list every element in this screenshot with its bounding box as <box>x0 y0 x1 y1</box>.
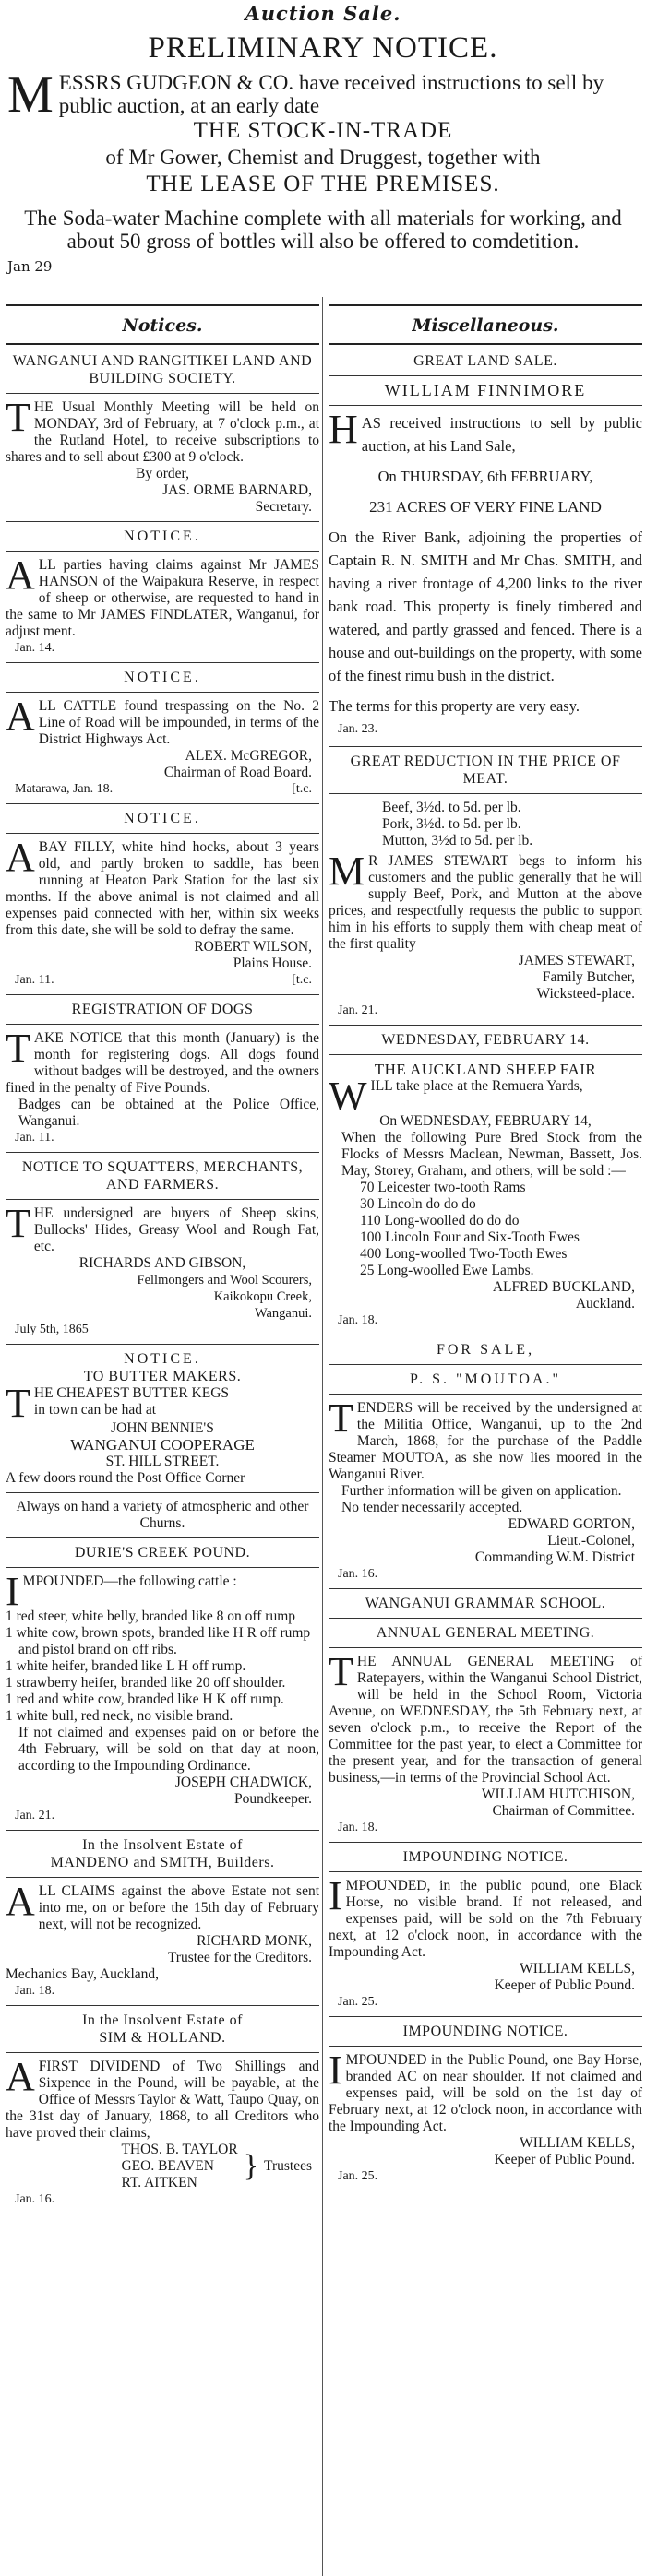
ad-line: AS received instructions to sell by public auction, at his Land Sale, <box>361 414 642 455</box>
ad-signature: JOSEPH CHADWICK, <box>174 1775 312 1790</box>
ad-heading: In the Insolvent Estate of <box>82 2012 243 2028</box>
ad-body: BAY FILLY, white hind hocks, about 3 years old, and partly broken to saddle, has been running at Heaton Park Station for the last six months. If the above animal is not claimed and all expenses paid connected with her, within six weeks from this date, she will be sold to defray the same. <box>6 839 319 938</box>
ad-land-society <box>6 352 319 516</box>
drop-cap: I <box>329 2048 342 2093</box>
drop-cap: I <box>6 1569 19 1614</box>
ad-always: Always on hand a variety of atmospheric and other Churns. <box>16 1499 309 1531</box>
ad-title: WANGANUI AND RANGITIKEI LAND AND BUILDING SOCIETY. <box>12 353 313 386</box>
ad-signature: WILLIAM KELLS, <box>520 2135 635 2151</box>
preliminary-soda: The Soda-water Machine complete with all materials for working, and about 50 gross of bottles will also be offered to comdetition. <box>24 207 622 253</box>
list-item: 1 white cow, brown spots, branded like H R off rump and pistol brand on off ribs. <box>6 1625 311 1657</box>
ad-signature: ALEX. McGREGOR, <box>185 748 312 764</box>
ad-role: Chairman of Road Board. <box>163 765 312 780</box>
ad-date: Jan. 18. <box>338 1821 378 1834</box>
ad-signature: JAMES STEWART, <box>518 953 635 968</box>
divider <box>6 1344 319 1345</box>
ad-dogs <box>6 1001 319 1146</box>
list-item: 1 white bull, red neck, no visible brand. <box>6 1708 233 1724</box>
divider <box>6 304 319 306</box>
ad-impounding-1 <box>329 1848 642 2011</box>
ad-place: Auckland. <box>575 1296 635 1312</box>
divider <box>329 1647 642 1648</box>
ad-title: REGISTRATION OF DOGS <box>71 1002 254 1017</box>
ad-date: Jan. 21. <box>338 1003 378 1017</box>
divider <box>329 1054 642 1055</box>
drop-cap: T <box>6 1381 30 1426</box>
preliminary-title: PRELIMINARY NOTICE. <box>148 31 498 65</box>
left-column <box>6 301 319 2212</box>
ad-date: July 5th, 1865 <box>15 1323 89 1336</box>
ad-signature: EDWARD GORTON, <box>508 1516 635 1532</box>
ad-role: Family Butcher, <box>542 969 635 985</box>
drop-cap: A <box>6 694 35 739</box>
list-item: 30 Lincoln do do do <box>360 1196 476 1212</box>
ad-line: in town can be had at <box>33 1402 157 1418</box>
divider <box>329 1394 642 1395</box>
ad-title: NOTICE. <box>124 528 201 544</box>
ad-title: NOTICE TO SQUATTERS, MERCHANTS, AND FARMERS. <box>21 1159 304 1193</box>
ad-body: R JAMES STEWART begs to inform his customers and the public generally that he will supply Beef, Pork, and Mutton at the above prices, and respectfully requests the public to support him in his efforts to supply them with cheap meat of the first quality <box>329 853 642 952</box>
divider <box>6 2005 319 2006</box>
ad-day: WEDNESDAY, FEBRUARY 14. <box>381 1032 590 1048</box>
ad-date: Jan. 11. <box>15 1131 54 1145</box>
drop-cap: T <box>329 1395 353 1441</box>
ad-title: THE AUCKLAND SHEEP FAIR <box>374 1061 597 1078</box>
drop-cap: A <box>6 2054 35 2099</box>
ad-title: IMPOUNDING NOTICE. <box>402 1849 568 1865</box>
drop-cap: A <box>6 1879 35 1924</box>
ad-date: Jan. 16. <box>15 2192 55 2206</box>
divider <box>329 1871 642 1872</box>
trustee-name: GEO. BEAVEN <box>121 2158 214 2174</box>
ad-acres: 231 ACRES OF VERY FINE LAND <box>369 498 602 516</box>
ad-date: Jan. 25. <box>338 2169 378 2183</box>
ad-body: LL parties having claims against Mr JAMES HANSON of the Waipakura Reserve, in respect of sheep or otherwise, are requested to hand in the same to Mr JAMES FINDLATER, Wanganui, for adjust ment. <box>6 557 319 639</box>
ad-body: HE ANNUAL GENERAL MEETING of Ratepayers, within the Wanganui School District, will be held in the School Room, Victoria Avenue, on WEDNESDAY, the 5th February next, at seven o'clock p.m., to receive the Report of the Committee for the past year, to elect a Committee for the present year, and for the transaction of general business,—in terms of the Provincial School Act. <box>329 1654 642 1786</box>
drop-cap: T <box>329 1649 353 1694</box>
ad-date: Jan. 21. <box>15 1809 55 1822</box>
ad-body: LL CATTLE found trespassing on the No. 2 Line of Road will be impounded, in terms of the District Highways Act. <box>38 698 319 747</box>
divider <box>6 2052 319 2053</box>
list-item: 1 white heifer, branded like L H off rump. <box>6 1658 246 1674</box>
ad-shop: WANGANUI COOPERAGE <box>70 1436 255 1454</box>
ad-body: MPOUNDED, in the public pound, one Black Horse, no visible brand. If not released, and expenses paid, will be sold on the 7th February next, at 12 o'clock noon, in accordance with the Impounding Act. <box>329 1878 642 1960</box>
ad-signature: RICHARDS AND GIBSON, <box>78 1255 246 1271</box>
miscellaneous-header: Miscellaneous. <box>412 315 559 336</box>
divider <box>329 375 642 376</box>
drop-cap: M <box>329 849 365 894</box>
divider <box>329 405 642 406</box>
ad-body: MPOUNDED in the Public Pound, one Bay Horse, branded AC on near shoulder. If not claimed and expenses paid, will be sold on the 1st day of February next, at 12 o'clock noon, in accordance with the Impounding Act. <box>329 2052 642 2134</box>
ad-body: ENDERS will be received by the undersigned at the Militia Office, Wanganui, up to the 2nd March, 1868, for the purchase of the Paddle Steamer MOUTOA, as she now lies moored in the Wanganui River. <box>329 1400 642 1482</box>
ad-signature: JAS. ORME BARNARD, <box>162 482 312 498</box>
price-mutton: Mutton, 3½d to 5d. per lb. <box>382 833 533 849</box>
ad-place-date: Matarawa, Jan. 18. <box>15 782 114 796</box>
right-column <box>329 301 642 2189</box>
ad-title: FOR SALE, <box>436 1342 535 1358</box>
ad-body: HE undersigned are buyers of Sheep skins, Bullocks' Hides, Greasy Wool and Rough Fat, etc. <box>33 1205 319 1254</box>
divider <box>6 1537 319 1538</box>
ad-moutoa <box>329 1341 642 1583</box>
ad-role: Secretary. <box>255 499 312 515</box>
ad-title: NOTICE. <box>124 670 201 685</box>
divider <box>6 1024 319 1025</box>
ad-impounding-2 <box>329 2023 642 2185</box>
divider <box>6 1492 319 1493</box>
list-item: 1 red steer, white belly, branded like 8 on off rump <box>6 1609 296 1624</box>
ad-street: ST. HILL STREET. <box>105 1454 220 1469</box>
ad-heading: In the Insolvent Estate of <box>82 1837 243 1853</box>
divider <box>6 833 319 834</box>
ad-tender: No tender necessarily accepted. <box>341 1500 523 1515</box>
brace-icon: } <box>243 2149 259 2183</box>
ad-subtitle: ANNUAL GENERAL MEETING. <box>376 1625 595 1641</box>
notices-header: Notices. <box>122 315 203 336</box>
divider <box>6 343 319 345</box>
divider <box>6 1152 319 1153</box>
preliminary-lease: THE LEASE OF THE PREMISES. <box>146 172 500 196</box>
ad-line: Wanganui. <box>254 1306 312 1321</box>
ad-signature: RICHARD MONK, <box>197 1933 312 1949</box>
ad-on: On WEDNESDAY, FEBRUARY 14, <box>379 1113 592 1129</box>
ad-holland <box>6 2012 319 2208</box>
ad-title: WANGANUI GRAMMAR SCHOOL. <box>365 1596 606 1611</box>
ad-land-sale <box>329 352 642 741</box>
price-pork: Pork, 3½d. to 5d. per lb. <box>382 816 521 832</box>
divider <box>6 662 319 663</box>
divider <box>329 1618 642 1619</box>
divider <box>6 692 319 693</box>
divider <box>6 551 319 552</box>
impounded-list <box>6 1609 319 1725</box>
drop-cap: A <box>6 835 35 880</box>
price-beef: Beef, 3½d. to 5d. per lb. <box>382 800 521 815</box>
divider <box>329 343 642 345</box>
ad-role: Lieut.-Colonel, <box>547 1533 635 1549</box>
drop-cap: W <box>329 1074 367 1119</box>
ad-date-line: On THURSDAY, 6th FEBRUARY, <box>377 468 593 485</box>
ad-code: [t.c. <box>292 782 312 796</box>
ad-role: Keeper of Public Pound. <box>494 1977 635 1993</box>
ad-title: NOTICE. <box>124 1351 201 1367</box>
ad-date: Jan. 18. <box>338 1313 378 1327</box>
ad-date: Jan. 18. <box>15 1984 55 1998</box>
ad-body: HE Usual Monthly Meeting will be held on MONDAY, 3rd of February, at 7 o'clock p.m., at the Rutland Hotel, to receive subscriptions to shares and to sell about £300 at 9 o'clock. <box>6 399 319 465</box>
ad-command: Commanding W.M. District <box>474 1549 635 1565</box>
divider <box>329 1025 642 1026</box>
ad-ship: P. S. "MOUTOA." <box>409 1371 561 1387</box>
divider <box>329 304 642 306</box>
list-item: 100 Lincoln Four and Six-Tooth Ewes <box>360 1229 580 1245</box>
ad-body: When the following Pure Bred Stock from the Flocks of Messrs Maclean, Newman, Bassett, Jos. May, Storey, Graham, and others, will be sold :— <box>341 1130 642 1179</box>
divider <box>6 393 319 394</box>
divider <box>329 1588 642 1589</box>
ad-terms: The terms for this property are very easy. <box>329 697 580 715</box>
ad-hanson <box>6 528 319 657</box>
divider <box>329 2046 642 2047</box>
ad-title: GREAT LAND SALE. <box>413 353 557 369</box>
ad-line: Kaikokopu Creek, <box>213 1289 312 1304</box>
ad-meat <box>329 753 642 1019</box>
ad-date: Jan. 23. <box>338 722 378 736</box>
drop-cap: T <box>6 1026 30 1071</box>
trustee-name: THOS. B. TAYLOR <box>121 2142 238 2157</box>
ad-role: Keeper of Public Pound. <box>494 2152 635 2167</box>
ad-date: Jan. 16. <box>338 1567 378 1581</box>
ad-line: ILL take place at the Remuera Yards, <box>370 1078 583 1094</box>
divider <box>6 803 319 804</box>
ad-butter <box>6 1350 319 1532</box>
divider <box>329 793 642 794</box>
ad-place: Plains House. <box>233 956 312 971</box>
divider <box>6 1199 319 1200</box>
divider <box>329 1842 642 1843</box>
divider <box>329 2016 642 2017</box>
divider <box>6 1830 319 1831</box>
ad-place: Mechanics Bay, Auckland, <box>6 1966 160 1982</box>
preliminary-date: Jan 29 <box>7 258 53 275</box>
list-item: 70 Leicester two-tooth Rams <box>360 1180 526 1195</box>
ad-near: A few doors round the Post Office Corner <box>6 1470 245 1486</box>
ad-order: By order, <box>136 466 189 481</box>
ad-date: Jan. 14. <box>15 641 55 655</box>
ad-line: Fellmongers and Wool Scourers, <box>137 1273 312 1288</box>
divider <box>6 1877 319 1878</box>
ad-cattle <box>6 669 319 798</box>
ad-signature: WILLIAM HUTCHISON, <box>481 1787 635 1802</box>
trustees-label: Trustees <box>264 2158 312 2174</box>
ad-date: Jan. 11. <box>15 973 54 987</box>
drop-cap: I <box>329 1873 342 1918</box>
preliminary-line1: ESSRS GUDGEON & CO. have received instructions to sell by public auction, at an early date <box>58 71 604 117</box>
ad-signature: ROBERT WILSON, <box>194 939 312 955</box>
ad-squatters <box>6 1158 319 1338</box>
preliminary-notice <box>7 28 639 275</box>
ad-title: IMPOUNDING NOTICE. <box>402 2024 568 2039</box>
ad-role: Chairman of Committee. <box>492 1803 635 1819</box>
ad-signature: WILLIAM KELLS, <box>520 1961 635 1977</box>
ad-heading: SIM & HOLLAND. <box>99 2030 226 2046</box>
divider <box>329 746 642 747</box>
drop-cap: M <box>7 66 54 124</box>
drop-cap: T <box>6 395 30 440</box>
ad-role: Poundkeeper. <box>234 1791 312 1807</box>
ad-filly <box>6 810 319 989</box>
ad-body: AKE NOTICE that this month (January) is the month for registering dogs. All dogs found without badges will be destroyed, and the owners fined in the penalty of Five Pounds. <box>6 1030 319 1096</box>
column-divider <box>322 297 323 2576</box>
ad-intro: MPOUNDED—the following cattle : <box>22 1573 237 1589</box>
ad-body: If not claimed and expenses paid on or before the 4th February, will be sold on that day at noon, according to the Impounding Ordinance. <box>18 1725 319 1774</box>
ad-line: HE CHEAPEST BUTTER KEGS <box>33 1385 230 1401</box>
ad-badges: Badges can be obtained at the Police Office, Wanganui. <box>18 1097 319 1129</box>
ad-body: LL CLAIMS against the above Estate not sent into me, on or before the 15th day of February next, will not be recognized. <box>38 1883 319 1932</box>
ad-title: NOTICE. <box>124 811 201 826</box>
divider <box>6 521 319 522</box>
ad-body: On the River Bank, adjoining the properties of Captain R. N. SMITH and Mr Chas. SMITH, and having a river frontage of 4,200 links to the river bank road. This property is finely timbered and watered, and partly grassed and fenced. There is a house and out-buildings on the property, with some of the finest rimu bush in the district. <box>329 528 642 684</box>
list-item: 1 strawberry heifer, branded like 20 off shoulder. <box>6 1675 286 1691</box>
ad-role: Trustee for the Creditors. <box>167 1950 312 1965</box>
divider <box>329 1364 642 1365</box>
ad-place: Wicksteed-place. <box>536 986 635 1002</box>
ad-durie <box>6 1544 319 1824</box>
ad-code: [t.c. <box>292 973 312 987</box>
ad-info: Further information will be given on application. <box>341 1483 622 1499</box>
list-item: 400 Long-woolled Two-Tooth Ewes <box>360 1246 568 1262</box>
drop-cap: T <box>6 1201 30 1246</box>
preliminary-stock: THE STOCK-IN-TRADE <box>193 118 453 143</box>
list-item: 25 Long-woolled Ewe Lambs. <box>360 1263 534 1278</box>
preliminary-owner: of Mr Gower, Chemist and Druggest, together with <box>105 146 541 169</box>
ad-title: GREAT REDUCTION IN THE PRICE OF MEAT. <box>350 754 621 787</box>
divider <box>6 994 319 995</box>
ad-subtitle: TO BUTTER MAKERS. <box>83 1369 242 1384</box>
ad-grammar-school <box>329 1595 642 1836</box>
list-item: 1 red and white cow, branded like H K off rump. <box>6 1692 284 1707</box>
ad-heading: MANDENO and SMITH, Builders. <box>50 1855 275 1870</box>
ad-date: Jan. 25. <box>338 1995 378 2009</box>
list-item: 110 Long-woolled do do do <box>360 1213 520 1229</box>
drop-cap: H <box>329 407 358 452</box>
trustee-name: RT. AITKEN <box>121 2175 197 2190</box>
ad-name: WILLIAM FINNIMORE <box>384 381 587 399</box>
divider <box>6 1567 319 1568</box>
ad-monk <box>6 1836 319 2000</box>
masthead-auction-sale: Auction Sale. <box>245 2 401 25</box>
ad-name: JOHN BENNIE'S <box>111 1420 214 1436</box>
ad-sheep-fair <box>329 1031 642 1329</box>
ad-body: FIRST DIVIDEND of Two Shillings and Sixpence in the Pound, will be payable, at the Office of Messrs Taylor & Watt, Taupo Quay, on the 31st day of January, 1868, to all Creditors who have proved their claims, <box>6 2059 319 2141</box>
drop-cap: A <box>6 552 35 598</box>
ad-title: DURIE'S CREEK POUND. <box>74 1545 251 1561</box>
ad-signature: ALFRED BUCKLAND, <box>492 1279 635 1295</box>
